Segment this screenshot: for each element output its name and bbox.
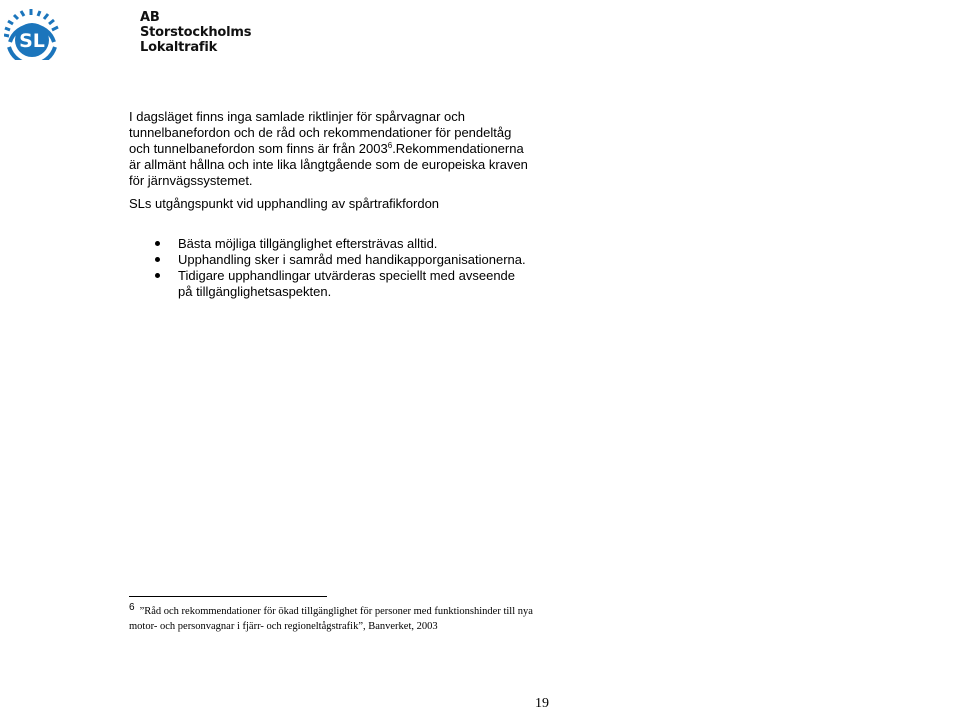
sl-logo — [4, 8, 60, 60]
bullet-list — [129, 236, 529, 300]
company-line-1: AB — [140, 10, 160, 25]
footnote-separator — [129, 596, 327, 597]
sl-logo-text: SL — [19, 30, 45, 52]
bullet-icon — [155, 257, 160, 262]
bullet-icon — [155, 241, 160, 246]
company-name — [140, 10, 251, 55]
intro-paragraph — [129, 109, 529, 189]
intro-text-part2: .Rekommendationerna är allmänt hållna och inte lika långtgående som de europeiska kraven för järnvägssystemet. — [129, 141, 528, 188]
bullet-icon — [155, 273, 160, 278]
company-line-2: Storstockholms — [140, 25, 252, 40]
page-number: 19 — [535, 696, 549, 711]
footnote — [129, 600, 549, 634]
intro-text-part1: I dagsläget finns inga samlade riktlinjer för spårvagnar och tunnelbanefordon och de råd och rekommendationer för pendeltåg och tunnelbanefordon som finns är från 2003 — [129, 109, 512, 156]
list-item-text: Upphandling sker i samråd med handikapporganisationerna. — [178, 252, 526, 267]
list-item-text: Bästa möjliga tillgänglighet eftersträvas alltid. — [178, 236, 438, 251]
section-heading: SLs utgångspunkt vid upphandling av spårtrafikfordon — [129, 196, 440, 211]
footnote-reference: 6 — [387, 141, 393, 150]
footnote-text: ”Råd och rekommendationer för ökad tillgänglighet för personer med funktionshinder till nya motor- och personvagnar i fjärr- och regioneltågstrafik”, Banverket, 2003 — [129, 606, 533, 632]
company-line-3: Lokaltrafik — [140, 40, 218, 55]
list-item — [129, 236, 529, 252]
list-item-text: Tidigare upphandlingar utvärderas speciellt med avseende på tillgänglighetsaspekten. — [178, 268, 516, 299]
list-item — [129, 268, 529, 300]
list-item — [129, 252, 529, 268]
footnote-number: 6 — [129, 602, 135, 613]
